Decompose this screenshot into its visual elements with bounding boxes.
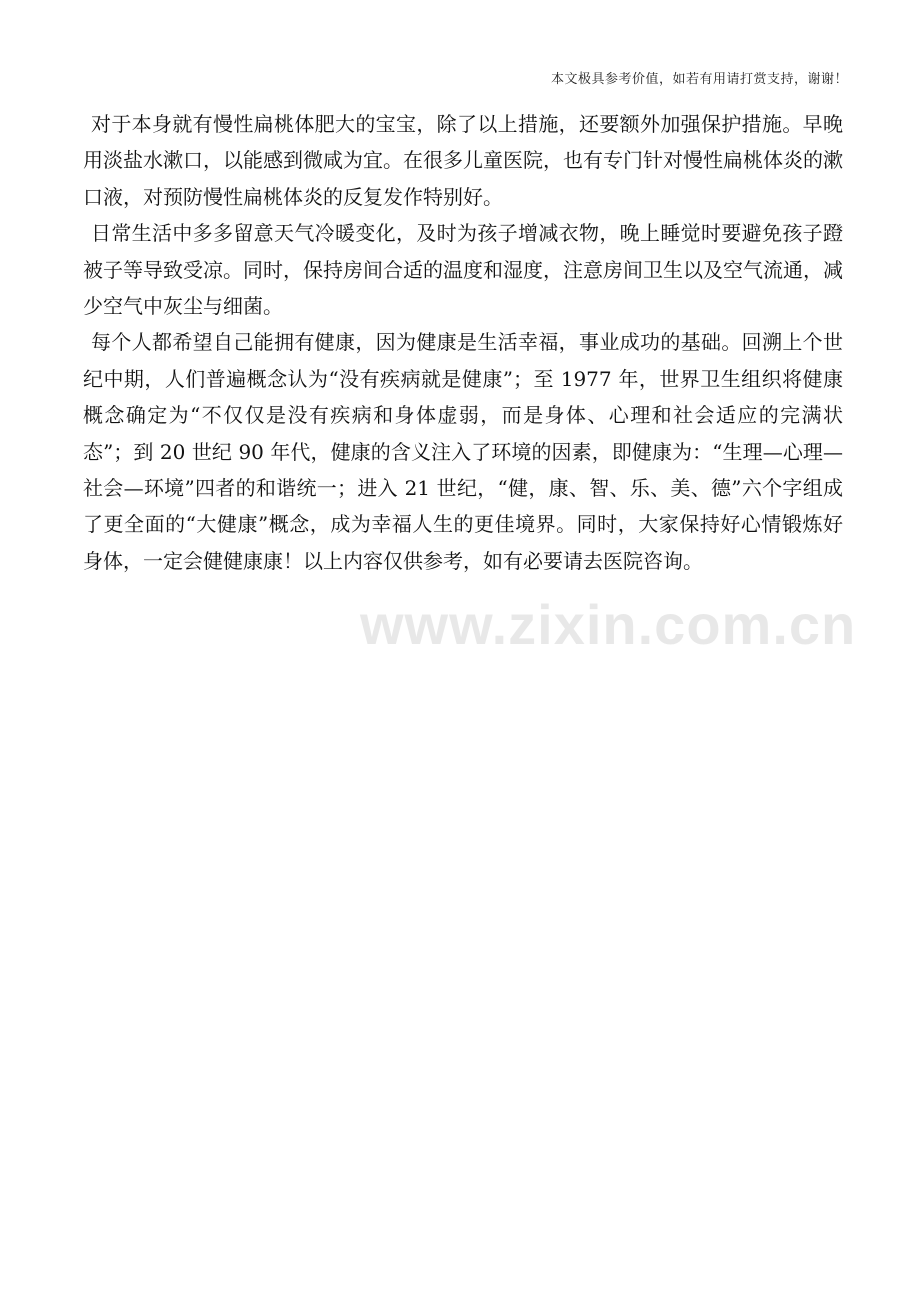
document-body [83,106,843,579]
paragraph-daily-care: 日常生活中多多留意天气冷暖变化，及时为孩子增减衣物，晚上睡觉时要避免孩子蹬被子等导致受凉。同时，保持房间合适的温度和湿度，注意房间卫生以及空气流通，减少空气中灰尘与细菌。 [83,221,843,319]
watermark: www.zixin.com.cn [360,593,857,656]
header-note: 本文极具参考价值，如若有用请打赏支持，谢谢！ [550,72,848,87]
paragraph-health-concept: 每个人都希望自己能拥有健康，因为健康是生活幸福，事业成功的基础。回溯上个世纪中期，人们普遍概念认为“没有疾病就是健康”；至 1977 年，世界卫生组织将健康概念确定为“不仅仅是没有疾病和身体虚弱，而是身体、心理和社会适应的完满状态”；到 20 世纪 90 年代，健康的含义注入了环境的因素，即健康为：“生理—心理—社会—环境”四者的和谐统一；进入 21 世纪，“健，康、智、乐、美、德”六个字组成了更全面的“大健康”概念，成为幸福人生的更佳境界。同时，大家保持好心情锻炼好身体，一定会健健康康！以上内容仅供参考，如有必要请去医院咨询。 [83,330,843,573]
paragraph-tonsil-care: 对于本身就有慢性扁桃体肥大的宝宝，除了以上措施，还要额外加强保护措施。早晚用淡盐水漱口，以能感到微咸为宜。在很多儿童医院，也有专门针对慢性扁桃体炎的漱口液，对预防慢性扁桃体炎的反复发作特别好。 [83,112,843,209]
